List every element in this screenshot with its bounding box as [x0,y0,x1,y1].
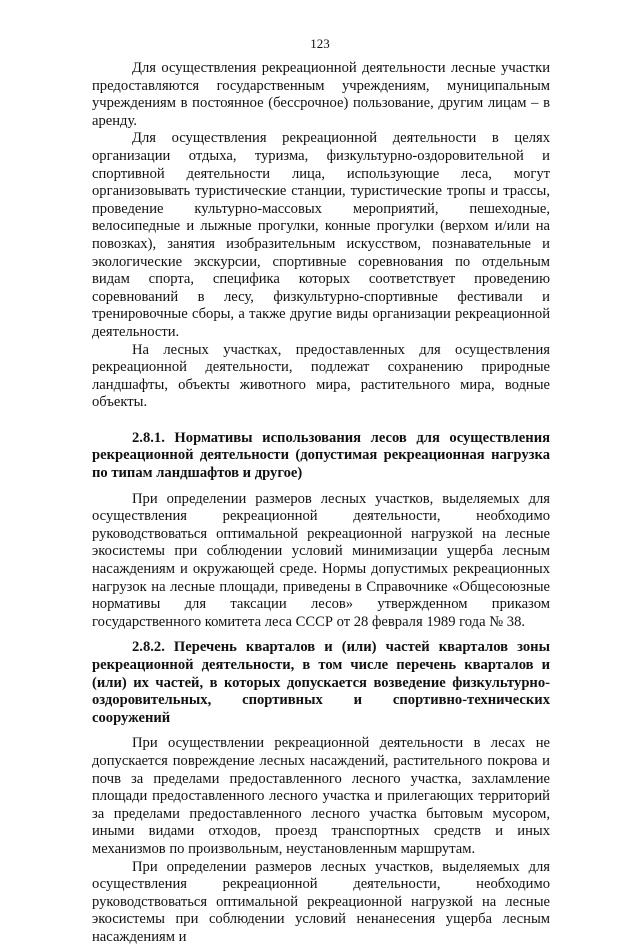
paragraph-recreation-load-norms: При определении размеров лесных участков, выделяемых для осуществления рекреационной деятельности, необходимо руководствоваться оптимальной рекреационной нагрузкой на лесные экосистемы при соблюдении условий минимизации ущерба лесным насаждениям и окружающей среде. Нормы допустимых рекреационных нагрузок на лесные площади, приведены в Справочнике «Общесоюзные нормативы для таксации лесов» утвержденном приказом государственного комитета леса СССР от 28 февраля 1989 года № 38. [92,490,550,630]
section-heading-2-8-1: 2.8.1. Нормативы использования лесов для осуществления рекреационной деятельности (допустимая рекреационная нагрузка по типам ландшафтов и другое) [92,429,550,482]
page-number: 123 [310,36,330,51]
paragraph-lease-rules: Для осуществления рекреационной деятельности лесные участки предоставляются государственным учреждениям, муниципальным учреждениям в постоянное (бессрочное) пользование, другим лицам – в аренду. [92,60,550,129]
paragraph-prohibitions: При осуществлении рекреационной деятельности в лесах не допускается повреждение лесных насаждений, растительного покрова и почв за пределами предоставленного лесного участка, захламление площади предоставленного лесного участка и прилегающих территорий за пределами предоставленного лесного участка бытовым мусором, иными видами отходов, проезд транспортных средств и иных механизмов по произвольным, неустановленным маршрутам. [92,735,550,857]
paragraph-plot-size-determination: При определении размеров лесных участков, выделяемых для осуществления рекреационной деятельности, необходимо руководствоваться оптимальной рекреационной нагрузкой на лесные экосистемы при соблюдении условий ненанесения ущерба лесным насаждениям и [92,858,550,945]
paragraph-recreation-activities: Для осуществления рекреационной деятельности в целях организации отдыха, туризма, физкультурно-оздоровительной и спортивной деятельности лица, использующие леса, могут организовывать туристические станции, туристические тропы и трассы, проведение культурно-массовых мероприятий, пешеходные, велосипедные и лыжные прогулки, конные прогулки (верхом и/или на повозках), занятия изобразительным искусством, познавательные и экологические экскурсии, спортивные соревнования по отдельным видам спорта, специфика которых соответствует проведению соревнований в лесу, физкультурно-спортивные фестивали и тренировочные сборы, а также другие виды организации рекреационной деятельности. [92,130,550,340]
paragraph-preservation: На лесных участках, предоставленных для осуществления рекреационной деятельности, подлежат сохранению природные ландшафты, объекты животного мира, растительного мира, водные объекты. [92,341,550,411]
document-body [92,60,550,947]
section-heading-2-8-2: 2.8.2. Перечень кварталов и (или) частей кварталов зоны рекреационной деятельности, в том числе перечень кварталов и (или) их частей, в которых допускается возведение физкультурно-оздоровительных, спортивных и спортивно-технических сооружений [92,639,550,726]
